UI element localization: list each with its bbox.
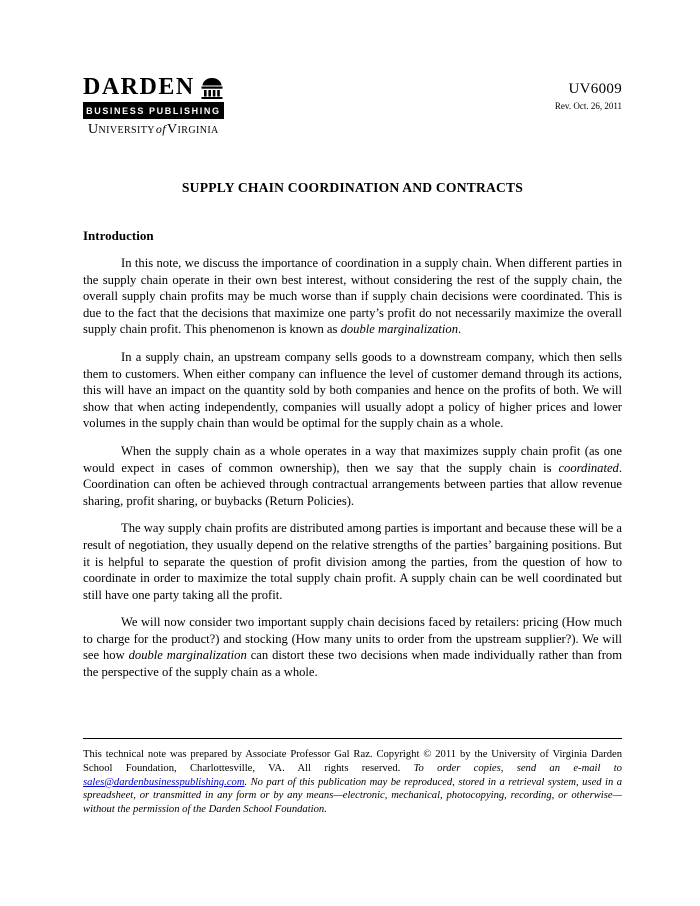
university-word: University bbox=[88, 122, 155, 137]
document-header bbox=[83, 75, 622, 138]
text-segment: In a supply chain, an upstream company sells goods to a downstream company, which then sells them to customers. When either company can influence the level of customer demand through its actions, this will have an impact on the quantity sold by both companies and hence on the profits of both. We will show that when acting independently, companies will usually adopt a policy of higher prices and lower volumes in the supply chain than would be optimal for the supply chain as a whole. bbox=[83, 349, 622, 431]
document-number: UV6009 bbox=[568, 81, 622, 97]
document-info bbox=[555, 75, 622, 111]
paragraph bbox=[83, 349, 622, 432]
footer bbox=[83, 738, 622, 817]
email-link[interactable]: sales@dardenbusinesspublishing.com bbox=[83, 776, 245, 788]
text-segment: The way supply chain profits are distributed among parties is important and because these will be a result of negotiation, they usually depend on the relative strengths of the parties’ bargaining positions. But it is helpful to separate the question of profit division among the parties, from the question of how to coordinate in order to maximize the total supply chain profit. A supply chain can be well coordinated but still have one party taking all the profit. bbox=[83, 521, 622, 602]
paragraph bbox=[83, 255, 622, 338]
paragraph bbox=[83, 520, 622, 603]
text-segment: . bbox=[458, 322, 462, 337]
text-segment: . No part of this publication may be reproduced, stored in a retrieval system, used in a spreadsheet, or transmitted in any form or by any means—electronic, mechanical, photocopying, recording, or otherwise—without the permission of the Darden School Foundation. bbox=[83, 776, 622, 816]
text-segment: In this note, we discuss the importance of coordination in a supply chain. When different parties in the supply chain operate in their own best interest, without considering the rest of the supply chain, the overall supply chain profits may be much worse than if supply chain decisions were coordinated. This is due to the fact that the decisions that maximize one party’s profit do not necessarily maximize the overall supply chain profit. This phenomenon is known as bbox=[83, 256, 622, 337]
text-segment: We will now consider two important supply chain decisions faced by retailers: pricing (How much to charge for the product?) and stocking (How many units to order from the upstream supplier?). We will see how bbox=[83, 615, 622, 663]
rotunda-icon bbox=[200, 78, 224, 99]
footer-text bbox=[83, 748, 622, 817]
darden-wordmark-row bbox=[83, 75, 224, 99]
document-title: SUPPLY CHAIN COORDINATION AND CONTRACTS bbox=[181, 180, 524, 195]
text-segment: coordinated bbox=[558, 460, 619, 475]
virginia-word: Virginia bbox=[167, 122, 219, 137]
text-segment: When the supply chain as a whole operates in a way that maximizes supply chain profit (as one would expect in cases of common ownership), then we say that the supply chain is bbox=[83, 443, 622, 475]
section-heading-introduction: Introduction bbox=[83, 228, 154, 243]
text-segment: This technical note was prepared by Associate Professor Gal Raz. Copyright © 2011 by the University of Virginia Darden School Foundation, Charlottesville, VA. All rights reserved. bbox=[83, 749, 622, 774]
business-publishing-bar: BUSINESS PUBLISHING bbox=[83, 102, 224, 119]
document-body bbox=[83, 255, 622, 681]
university-of-virginia-wordmark bbox=[83, 122, 224, 138]
text-segment: double marginalization bbox=[340, 322, 459, 337]
paragraph bbox=[83, 443, 622, 509]
footer-divider bbox=[83, 738, 622, 739]
darden-logo bbox=[83, 75, 224, 138]
revision-date: Rev. Oct. 26, 2011 bbox=[554, 101, 622, 111]
text-segment: To order copies, send an e-mail to bbox=[413, 762, 622, 774]
text-segment: . Coordination can often be achieved through contractual arrangements between parties that allow revenue sharing, profit sharing, or buybacks (Return Policies). bbox=[83, 460, 622, 508]
of-word: of bbox=[155, 122, 167, 136]
text-segment: double marginalization bbox=[128, 648, 247, 663]
paragraph bbox=[83, 614, 622, 680]
darden-wordmark: DARDEN bbox=[83, 74, 195, 100]
text-segment: can distort these two decisions when made individually rather than from the perspective of the supply chain as a whole. bbox=[83, 648, 622, 680]
